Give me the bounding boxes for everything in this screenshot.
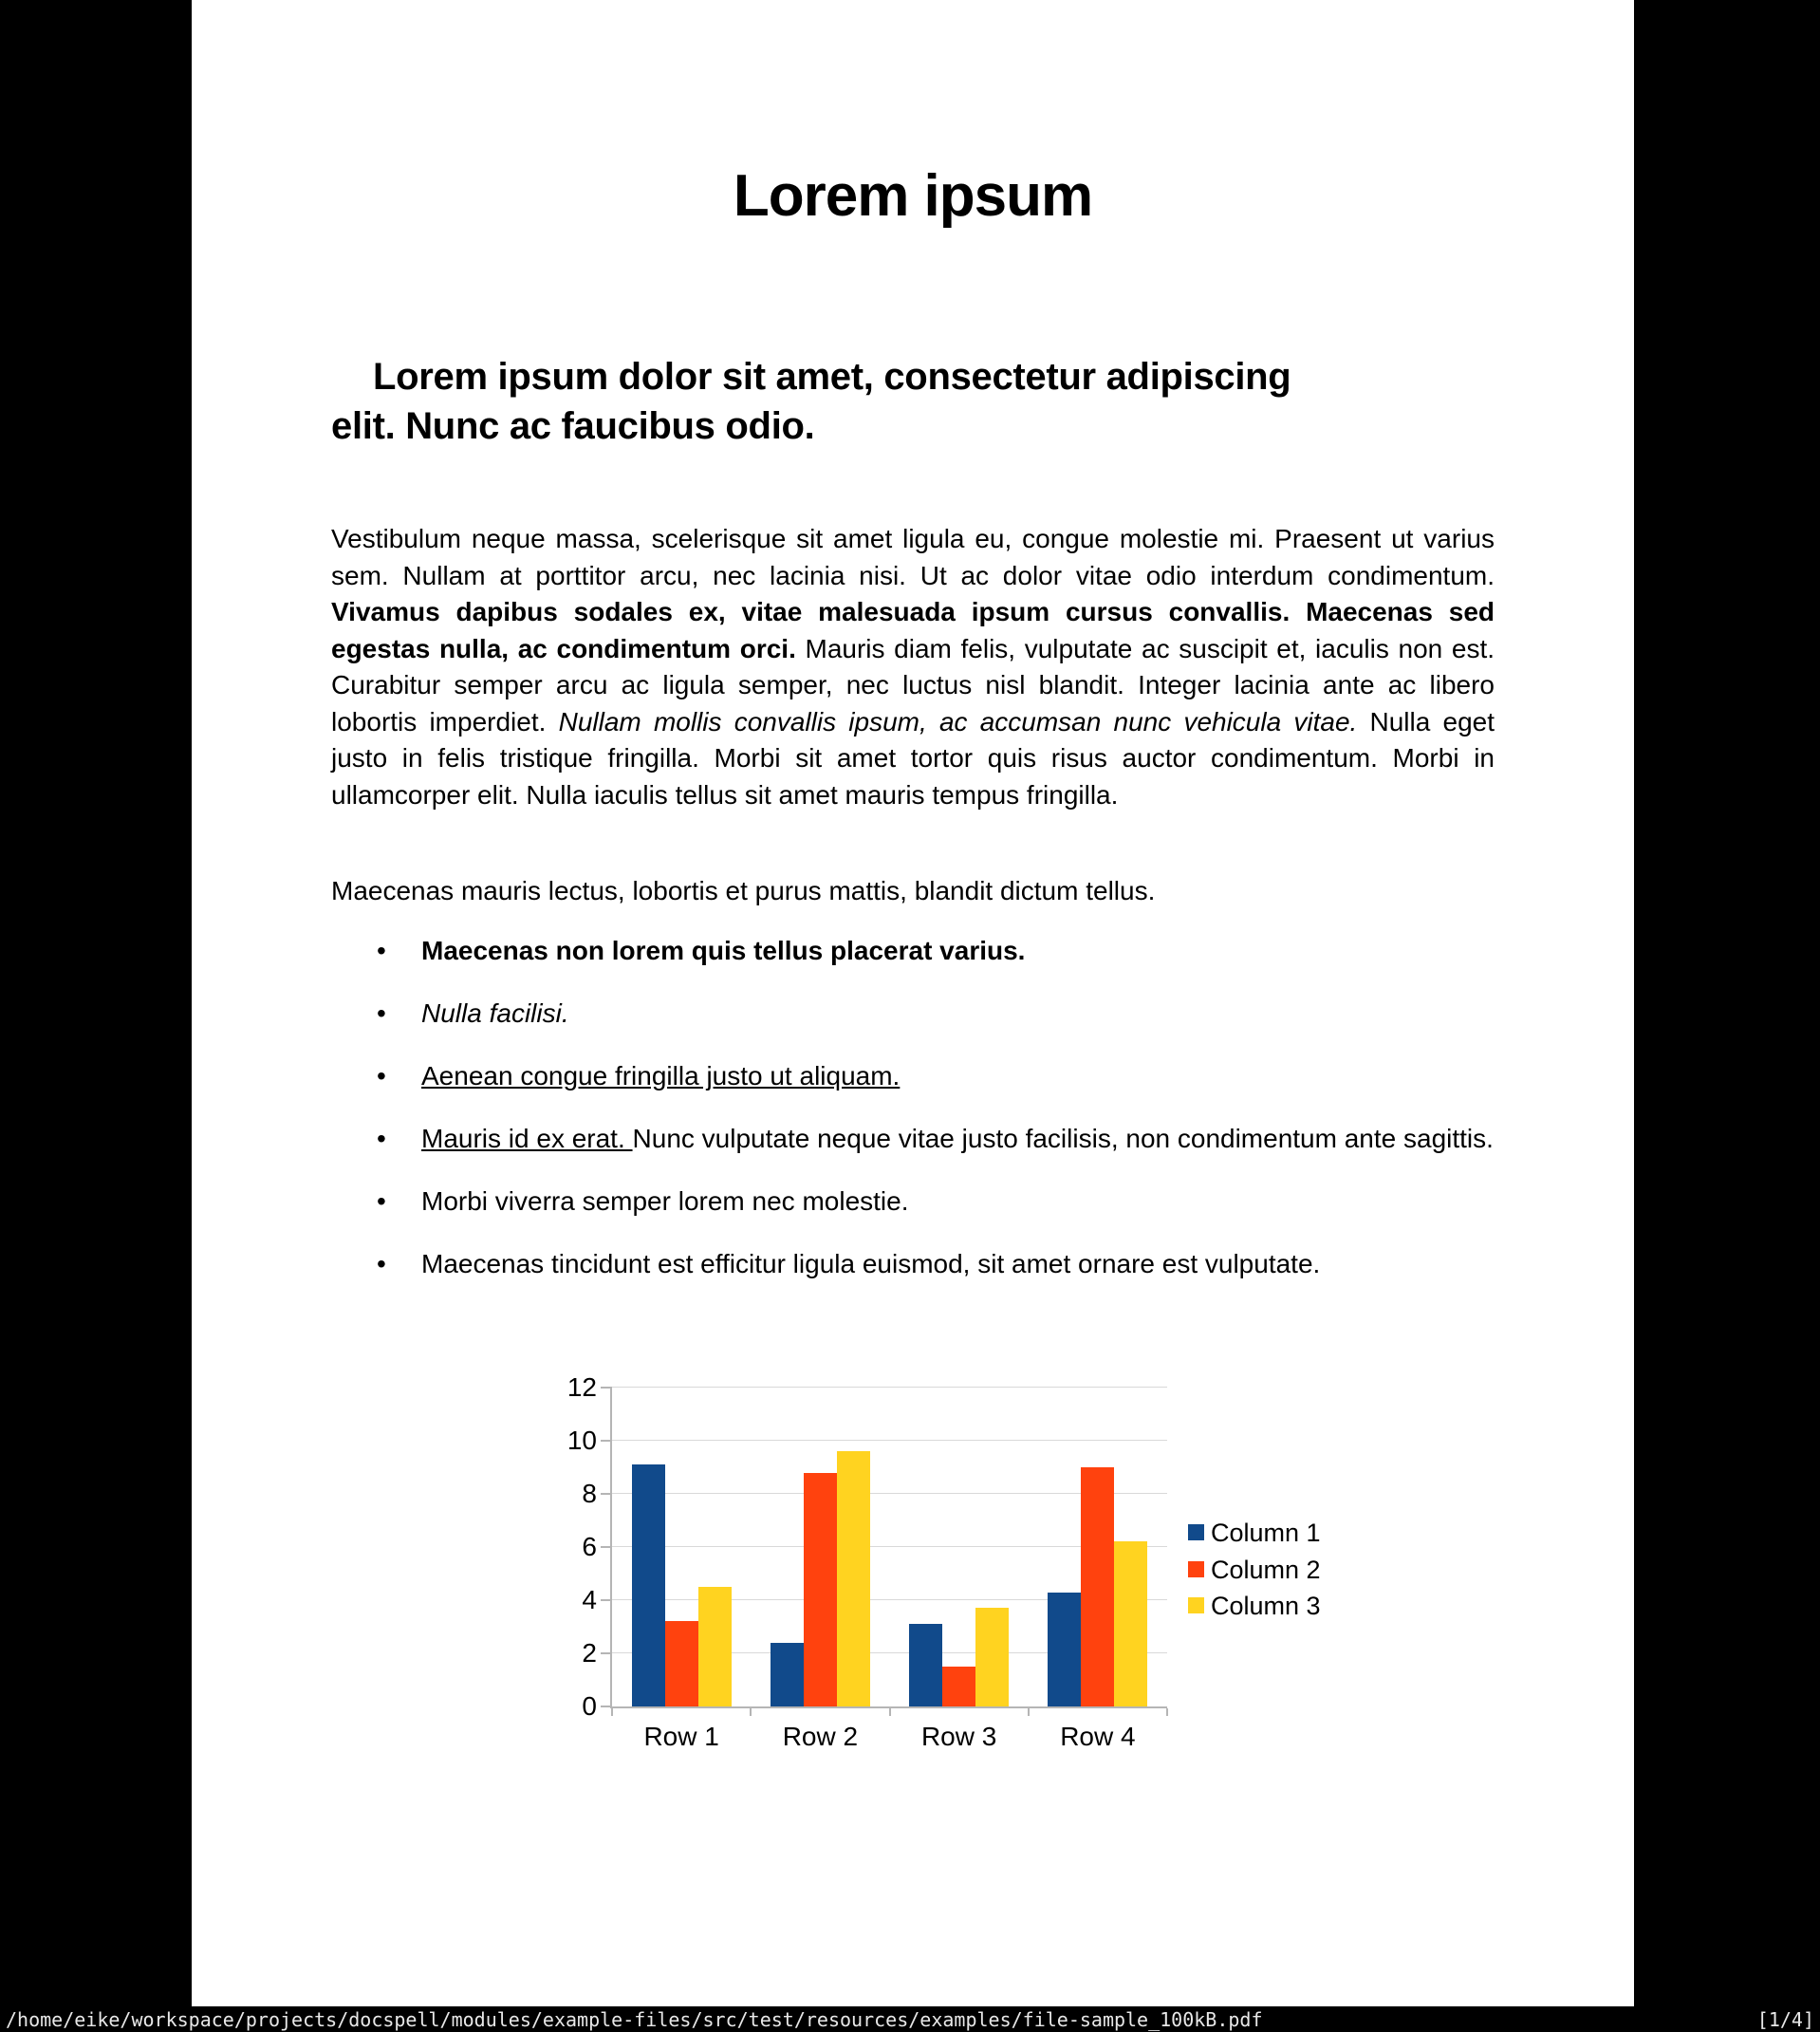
bar-column-1-row-3 [909,1624,942,1706]
legend-label: Column 3 [1211,1592,1321,1620]
bar-column-1-row-1 [632,1464,665,1706]
bullet-icon: • [377,1061,386,1091]
x-axis-label: Row 1 [643,1722,719,1751]
statusbar-file-path: /home/eike/workspace/projects/docspell/modules/example-files/src/test/resources/examples/file-sample_100kB.pdf [6,2007,1263,2031]
x-axis-tick [1166,1708,1168,1716]
bar-chart [566,1372,1321,1751]
bar-column-2-row-2 [804,1473,837,1706]
document-page[interactable] [192,0,1634,2006]
y-axis-tick [601,1546,612,1548]
y-axis-tick [601,1387,612,1389]
text-run: Aenean congue fringilla justo ut aliquam. [421,1061,901,1091]
bullet-icon: • [377,1249,386,1278]
subtitle-line: elit. Nunc ac faucibus odio. [331,405,815,447]
legend-label: Column 2 [1211,1555,1321,1584]
list-item [331,1058,1495,1095]
x-axis-label: Row 2 [782,1722,859,1751]
bullet-list [331,933,1495,1309]
legend-swatch [1188,1524,1204,1540]
bar-column-2-row-4 [1081,1467,1114,1706]
y-axis-tick [601,1652,612,1654]
bar-column-2-row-1 [665,1621,698,1706]
y-axis-tick-label: 6 [582,1532,597,1561]
y-axis-tick [601,1493,612,1495]
x-axis-tick [1028,1708,1030,1716]
y-axis-tick [601,1599,612,1601]
lead-paragraph [331,521,1495,813]
y-axis-tick-label: 4 [582,1585,597,1614]
statusbar-page-indicator: [1/4] [1756,2007,1814,2031]
bar-column-1-row-4 [1048,1593,1081,1706]
x-axis-label: Row 4 [1060,1722,1136,1751]
text-run: Nulla eget justo in felis tristique fringilla. Morbi sit amet tortor quis risus auctor condimentum. Morbi in ullamcorper elit. Nulla iaculis tellus sit amet mauris tempus fringilla. [331,706,1495,810]
x-axis-label: Row 3 [920,1722,997,1751]
x-axis-tick [889,1708,891,1716]
bullet-icon: • [377,1186,386,1216]
bullet-icon: • [377,936,386,965]
document-subtitle [331,352,1495,451]
text-run: Vivamus dapibus sodales ex, vitae malesuada ipsum cursus convallis. Maecenas sed egestas nulla, ac condimentum orci. [331,597,1495,663]
list-intro-paragraph: Maecenas mauris lectus, lobortis et purus mattis, blandit dictum tellus. [331,876,1156,905]
bar-column-2-row-3 [942,1667,975,1706]
bar-column-1-row-2 [771,1643,804,1706]
legend-label: Column 1 [1211,1519,1321,1547]
bar-column-3-row-4 [1114,1541,1147,1706]
text-run: Maecenas non lorem quis tellus placerat varius. [421,936,1026,965]
y-axis-tick-label: 12 [566,1372,597,1402]
text-run: Mauris diam felis, vulputate ac suscipit et, iaculis non est. Curabitur semper arcu ac ligula semper, nec luctus nisl blandit. Integer lacinia ante ac libero lobortis imperdiet. [331,633,1495,736]
y-axis-tick [601,1706,612,1707]
y-axis-tick-label: 10 [566,1426,597,1455]
bullet-icon: • [377,998,386,1028]
text-run: Nulla facilisi. [421,998,569,1028]
gridline [612,1440,1167,1441]
text-run: Maecenas tincidunt est efficitur ligula euismod, sit amet ornare est vulputate. [421,1249,1321,1278]
bar-column-3-row-2 [837,1451,870,1706]
legend-swatch [1188,1561,1204,1577]
list-item [331,996,1495,1033]
list-item [331,1246,1495,1283]
text-run: Morbi viverra semper lorem nec molestie. [421,1186,909,1216]
bar-column-3-row-3 [975,1608,1009,1706]
y-axis-tick-label: 0 [582,1691,597,1721]
statusbar [0,2006,1820,2032]
subtitle-line: Lorem ipsum dolor sit amet, consectetur adipiscing [373,356,1291,398]
x-axis-tick [750,1708,752,1716]
text-run: Vestibulum neque massa, scelerisque sit amet ligula eu, congue molestie mi. Praesent ut varius sem. Nullam at porttitor arcu, nec lacinia nisi. Ut ac dolor vitae odio interdum condimentum. [331,524,1495,590]
document-title: Lorem ipsum [733,163,1093,229]
list-item [331,1184,1495,1221]
text-run: Nullam mollis convallis ipsum, ac accumsan nunc vehicula vitae. [558,706,1370,736]
legend-swatch [1188,1597,1204,1613]
list-item [331,1121,1495,1158]
y-axis-tick-label: 8 [582,1479,597,1508]
gridline [612,1387,1167,1388]
bar-column-3-row-1 [698,1587,732,1706]
text-run: Mauris id ex erat. [421,1124,633,1153]
y-axis-tick [601,1440,612,1442]
text-run: Nunc vulputate neque vitae justo facilisis, non condimentum ante sagittis. [632,1124,1494,1153]
list-item [331,933,1495,970]
x-axis-tick [611,1708,613,1716]
y-axis-tick-label: 2 [582,1638,597,1668]
bullet-icon: • [377,1124,386,1153]
